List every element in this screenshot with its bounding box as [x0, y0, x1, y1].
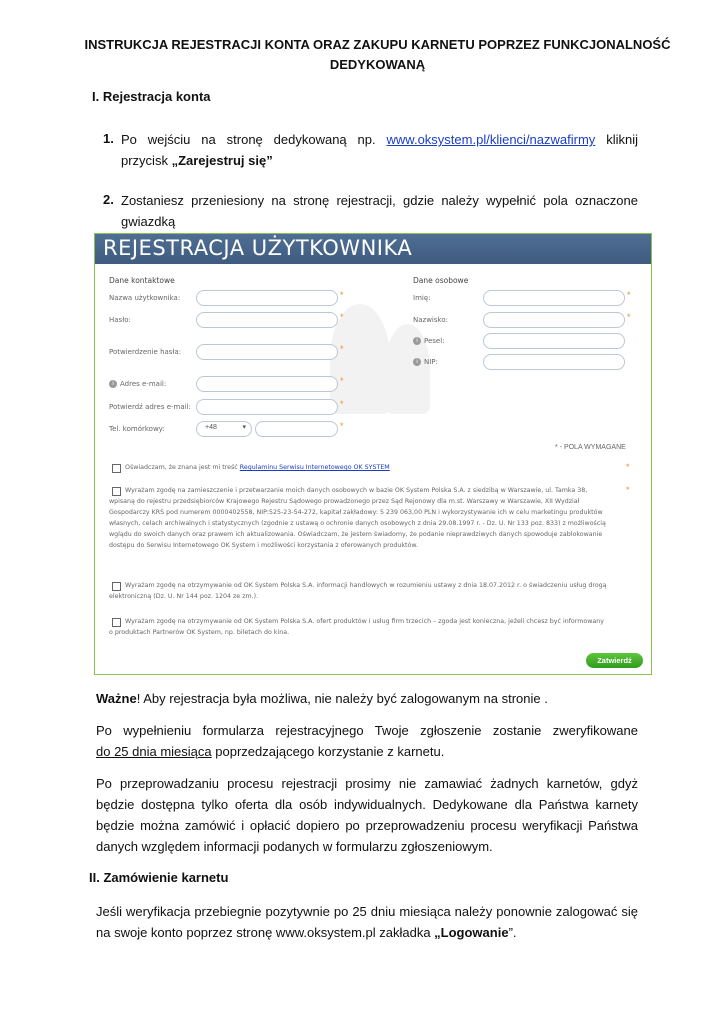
personal-data-heading: Dane osobowe — [413, 276, 469, 285]
required-star: * — [340, 399, 344, 409]
consent-line: elektroniczną (Dz. U. Nr 144 poz. 1204 ze zm.). — [109, 593, 259, 600]
password-input[interactable] — [196, 312, 338, 328]
info-icon[interactable]: i — [109, 380, 117, 388]
confirm-email-label: Potwierdź adres e-mail: — [109, 403, 191, 411]
step1-text: Po wejściu na stronę dedykowaną np. — [121, 132, 376, 147]
verification-line1: Po wypełnieniu formularza rejestracyjnego Twoje zgłoszenie zostanie zweryfikowane — [96, 723, 638, 738]
username-input[interactable] — [196, 290, 338, 306]
submit-button[interactable]: Zatwierdź — [586, 653, 643, 668]
required-star: * — [626, 485, 630, 495]
phone-prefix-select[interactable] — [196, 421, 252, 437]
phone-label: Tel. komórkowy: — [109, 425, 165, 433]
email-input[interactable] — [196, 376, 338, 392]
step2-text: Zostaniesz przeniesiony na stronę rejestracji, gdzie należy wypełnić pola oznaczone gwiazdką — [121, 193, 638, 229]
consent-data-processing-text — [109, 485, 639, 551]
pesel-label: Pesel: — [424, 337, 445, 345]
consent-marketing-text — [109, 580, 639, 602]
login-tab-name: „Logowanie — [434, 925, 509, 940]
nip-input[interactable] — [483, 354, 625, 370]
required-star: * — [627, 312, 631, 322]
required-star: * — [340, 344, 344, 354]
consent-line: Wyrażam zgodę na otrzymywanie od OK System Polska S.A. ofert produktów i usług firm trzecich – zgoda jest konieczna, jeżeli chcesz być informowany — [125, 618, 604, 625]
first-name-label: Imię: — [413, 294, 431, 302]
deadline-text: do 25 dnia miesiąca — [96, 744, 212, 759]
required-fields-note: * - POLA WYMAGANE — [555, 444, 626, 451]
consent-line: o produktach Partnerów OK System, np. biletach do kina. — [109, 629, 290, 636]
ordering-notice-paragraph: Po przeprowadzaniu procesu rejestracji prosimy nie zamawiać żadnych karnetów, gdyż będzie dostępna tylko oferta dla osób indywidualnych. Dedykowane dla Państwa karnety będzie można zamówić i opłacić dopiero po przeprowadzeniu procesu weryfikacji Państwa danych względem informacji podanych w formularzu zgłoszeniowym. — [96, 776, 638, 854]
confirm-email-input[interactable] — [196, 399, 338, 415]
confirm-password-label: Potwierdzenie hasła: — [109, 348, 182, 356]
confirm-password-input[interactable] — [196, 344, 338, 360]
pesel-input[interactable] — [483, 333, 625, 349]
required-star: * — [340, 290, 344, 300]
step1-line2 — [121, 150, 638, 171]
step1-text-after: kliknij — [606, 132, 638, 147]
info-icon[interactable]: i — [413, 337, 421, 345]
last-name-input[interactable] — [483, 312, 625, 328]
step1-text-line2: przycisk — [121, 153, 172, 168]
consent-terms-checkbox[interactable] — [112, 464, 121, 473]
last-name-label: Nazwisko: — [413, 316, 448, 324]
required-star: * — [340, 312, 344, 322]
consent-terms-text — [125, 462, 390, 473]
phone-input[interactable] — [255, 421, 338, 437]
consent-line: dostępu do Serwisu Internetowego OK System i możliwości korzystania z oferowanych produktów. — [109, 542, 418, 549]
verification-rest: poprzedzającego korzystanie z karnetu. — [211, 744, 445, 759]
consent-line: Wyrażam zgodę na otrzymywanie od OK System Polska S.A. informacji handlowych w rozumieniu ustawy z dnia 18.07.2012 r. o świadczeniu usług drogą — [125, 582, 607, 589]
registration-form-screenshot — [94, 233, 652, 675]
required-star: * — [626, 462, 630, 472]
register-button-name: „Zarejestruj się” — [171, 153, 273, 168]
phone-prefix-value: +48 — [205, 424, 217, 431]
step-number: 1. — [103, 131, 114, 146]
nip-label: NIP: — [424, 358, 438, 366]
consent-line: wpisaną do rejestru przedsiębiorców Krajowego Rejestru Sądowego prowadzonego przez Sąd Rejonowy dla m.st. Warszawy w Warszawie, XII Wydział — [109, 498, 580, 505]
background-silhouette — [330, 304, 390, 414]
consent-terms-label: Oświadczam, że znana jest mi treść — [125, 464, 240, 471]
consent-line: wglądu do swoich danych oraz prawem ich aktualizowania. Oświadczam, że jestem świadomy, że podanie nieprawdziwych danych spowoduje zablokowanie — [109, 531, 603, 538]
document-title: INSTRUKCJA REJESTRACJI KONTA ORAZ ZAKUPU KARNETU POPRZEZ FUNKCJONALNOŚĆ DEDYKOWANĄ — [84, 37, 671, 72]
password-label: Hasło: — [109, 316, 131, 324]
required-star: * — [340, 376, 344, 386]
section-heading-registration: I. Rejestracja konta — [92, 89, 211, 104]
consent-third-party-text — [109, 616, 639, 638]
consent-line: własnych, celach archiwalnych i statystycznych (zgodnie z ustawą o ochronie danych osobowych z dnia 29.08.1997 r. - Dz. U. Nr 133 poz. 833) z możliwością — [109, 520, 606, 527]
required-star: * — [340, 421, 344, 431]
form-header-bar — [95, 234, 651, 264]
email-label: Adres e-mail: — [120, 380, 167, 388]
first-name-input[interactable] — [483, 290, 625, 306]
important-label: Ważne — [96, 691, 137, 706]
username-label: Nazwa użytkownika: — [109, 294, 181, 302]
order-text: Jeśli weryfikacja przebiegnie pozytywnie po 25 dniu miesiąca należy ponownie zalogować się na swoje konto poprzez stronę www.oksystem.pl zakładka — [96, 904, 638, 940]
important-text: ! Aby rejestracja była możliwa, nie należy być zalogowanym na stronie . — [136, 691, 548, 706]
section-heading-order: II. Zamówienie karnetu — [89, 870, 229, 885]
contact-data-heading: Dane kontaktowe — [109, 276, 175, 285]
step1-line1 — [121, 129, 638, 150]
step-number: 2. — [103, 192, 114, 207]
order-text-end: ”. — [508, 925, 517, 940]
consent-line: Gospodarczy KRS pod numerem 0000402558, NIP:525-23-54-272, kapitał zakładowy: 5 239 063,00 PLN i wykorzystywanie ich w celu marketingu produktów — [109, 509, 603, 516]
info-icon[interactable]: i — [413, 358, 421, 366]
verification-paragraph — [96, 720, 638, 762]
form-header-title: REJESTRACJA UŻYTKOWNIKA — [103, 236, 413, 260]
important-note — [96, 688, 656, 709]
company-page-link[interactable]: www.oksystem.pl/klienci/nazwafirmy — [386, 132, 596, 147]
required-star: * — [627, 290, 631, 300]
verification-line2 — [96, 741, 638, 762]
consent-line: Wyrażam zgodę na zamieszczenie i przetwarzanie moich danych osobowych w bazie OK System Polska S.A. z siedzibą w Warszawie, ul. Tamka 38, — [125, 487, 588, 494]
order-instructions-paragraph — [96, 901, 638, 943]
terms-link[interactable]: Regulaminu Serwisu Internetowego OK SYSTEM — [239, 464, 390, 471]
chevron-down-icon: ▾ — [242, 424, 246, 431]
